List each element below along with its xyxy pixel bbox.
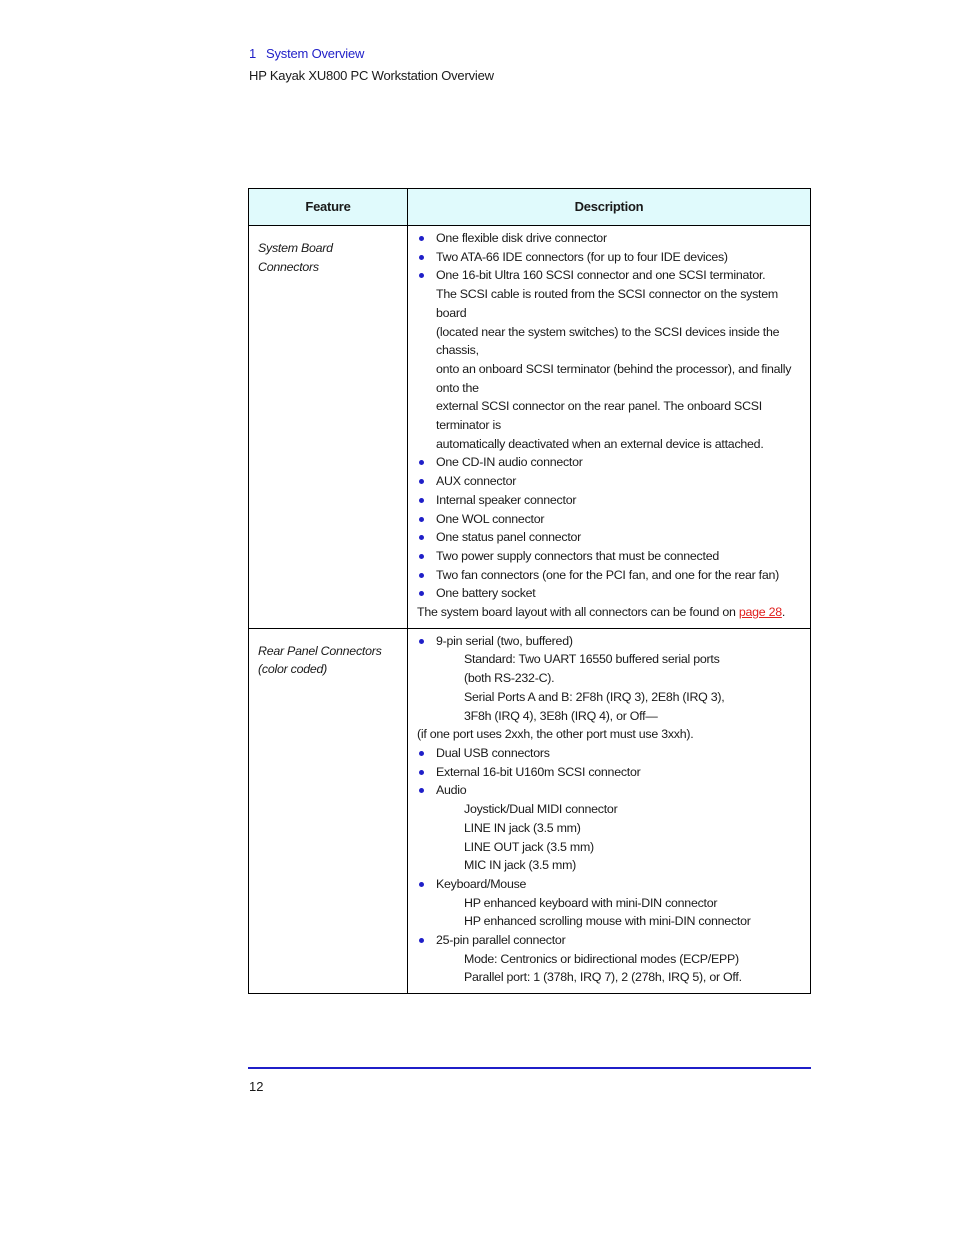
- feature-table: [248, 188, 811, 994]
- list-item: One status panel connector: [417, 528, 806, 547]
- list-item: AUX connector: [417, 472, 806, 491]
- parallel-detail-line: Parallel port: 1 (378h, IRQ 7), 2 (278h, IRQ 5), or Off.: [464, 970, 742, 985]
- rear-connector-list: [417, 744, 806, 987]
- serial-detail-line: 3F8h (IRQ 4), 3E8h (IRQ 4), or Off—: [464, 708, 658, 723]
- list-item: Two power supply connectors that must be connected: [417, 547, 806, 566]
- footnote-text: The system board layout with all connectors can be found on: [417, 605, 739, 620]
- list-item: One WOL connector: [417, 510, 806, 529]
- scsi-note-line: external SCSI connector on the rear panel. The onboard SCSI terminator is: [436, 399, 762, 433]
- description-cell-system-board: [408, 226, 811, 629]
- list-item-label: Keyboard/Mouse: [436, 876, 527, 891]
- serial-detail-line: Standard: Two UART 16550 buffered serial ports: [464, 652, 720, 667]
- audio-detail-line: LINE IN jack (3.5 mm): [464, 820, 581, 835]
- table-header-row: [249, 189, 811, 226]
- feature-label-line: System Board: [258, 241, 333, 255]
- audio-detail-line: MIC IN jack (3.5 mm): [464, 858, 577, 873]
- feature-label-line: Rear Panel Connectors: [258, 643, 382, 658]
- page-28-link[interactable]: page 28: [738, 605, 782, 620]
- list-item-label: 25-pin parallel connector: [436, 933, 566, 948]
- keyboard-detail-line: HP enhanced keyboard with mini-DIN connector: [464, 895, 718, 910]
- list-item-label: One 16-bit Ultra 160 SCSI connector and one SCSI terminator.: [436, 268, 766, 283]
- chapter-title: System Overview: [266, 46, 365, 61]
- audio-detail-line: Joystick/Dual MIDI connector: [464, 802, 618, 817]
- page-number: 12: [249, 1079, 264, 1094]
- list-item-label: 9-pin serial (two, buffered): [436, 633, 573, 648]
- serial-detail-line: (both RS-232-C).: [464, 671, 555, 686]
- parallel-detail-line: Mode: Centronics or bidirectional modes (ECP/EPP): [464, 951, 739, 966]
- layout-footnote: [417, 603, 806, 622]
- connector-list: [417, 229, 806, 603]
- list-item: One flexible disk drive connector: [417, 229, 806, 248]
- feature-label-line: (color coded): [258, 662, 328, 677]
- feature-cell-system-board: [249, 226, 408, 629]
- list-item: [417, 875, 806, 931]
- list-item-label: Audio: [436, 783, 467, 798]
- scsi-note-line: (located near the system switches) to the SCSI devices inside the chassis,: [436, 324, 780, 358]
- page-subtitle: HP Kayak XU800 PC Workstation Overview: [249, 68, 494, 83]
- audio-detail-line: LINE OUT jack (3.5 mm): [464, 839, 594, 854]
- description-column-header: Description: [408, 189, 811, 226]
- footnote-end: .: [781, 605, 786, 620]
- feature-cell-rear-panel: [249, 628, 408, 993]
- keyboard-detail-line: HP enhanced scrolling mouse with mini-DIN connector: [464, 914, 751, 929]
- serial-port-note: (if one port uses 2xxh, the other port must use 3xxh).: [417, 727, 694, 742]
- list-item: [417, 781, 806, 875]
- list-item: [417, 266, 806, 453]
- feature-column-header: Feature: [249, 189, 408, 226]
- scsi-note-line: The SCSI cable is routed from the SCSI connector on the system board: [436, 287, 778, 320]
- list-item: Two ATA-66 IDE connectors (for up to four IDE devices): [417, 248, 806, 267]
- chapter-heading: [249, 46, 364, 61]
- serial-detail-line: Serial Ports A and B: 2F8h (IRQ 3), 2E8h (IRQ 3),: [464, 689, 725, 704]
- scsi-note-line: automatically deactivated when an external device is attached.: [436, 436, 764, 451]
- serial-list: [417, 632, 806, 726]
- chapter-number: 1: [249, 46, 257, 61]
- scsi-note-line: onto an onboard SCSI terminator (behind the processor), and finally onto the: [436, 361, 792, 395]
- list-item: External 16-bit U160m SCSI connector: [417, 763, 806, 782]
- list-item: [417, 931, 806, 987]
- list-item: Dual USB connectors: [417, 744, 806, 763]
- list-item: [417, 632, 806, 726]
- footer-divider: [248, 1067, 811, 1069]
- list-item: Internal speaker connector: [417, 491, 806, 510]
- list-item: One CD-IN audio connector: [417, 453, 806, 472]
- feature-label-line: Connectors: [258, 259, 319, 274]
- table-row-rear-panel: [249, 628, 811, 993]
- table-row-system-board: [249, 226, 811, 629]
- list-item: One battery socket: [417, 584, 806, 603]
- description-cell-rear-panel: [408, 628, 811, 993]
- list-item: Two fan connectors (one for the PCI fan, and one for the rear fan): [417, 566, 806, 585]
